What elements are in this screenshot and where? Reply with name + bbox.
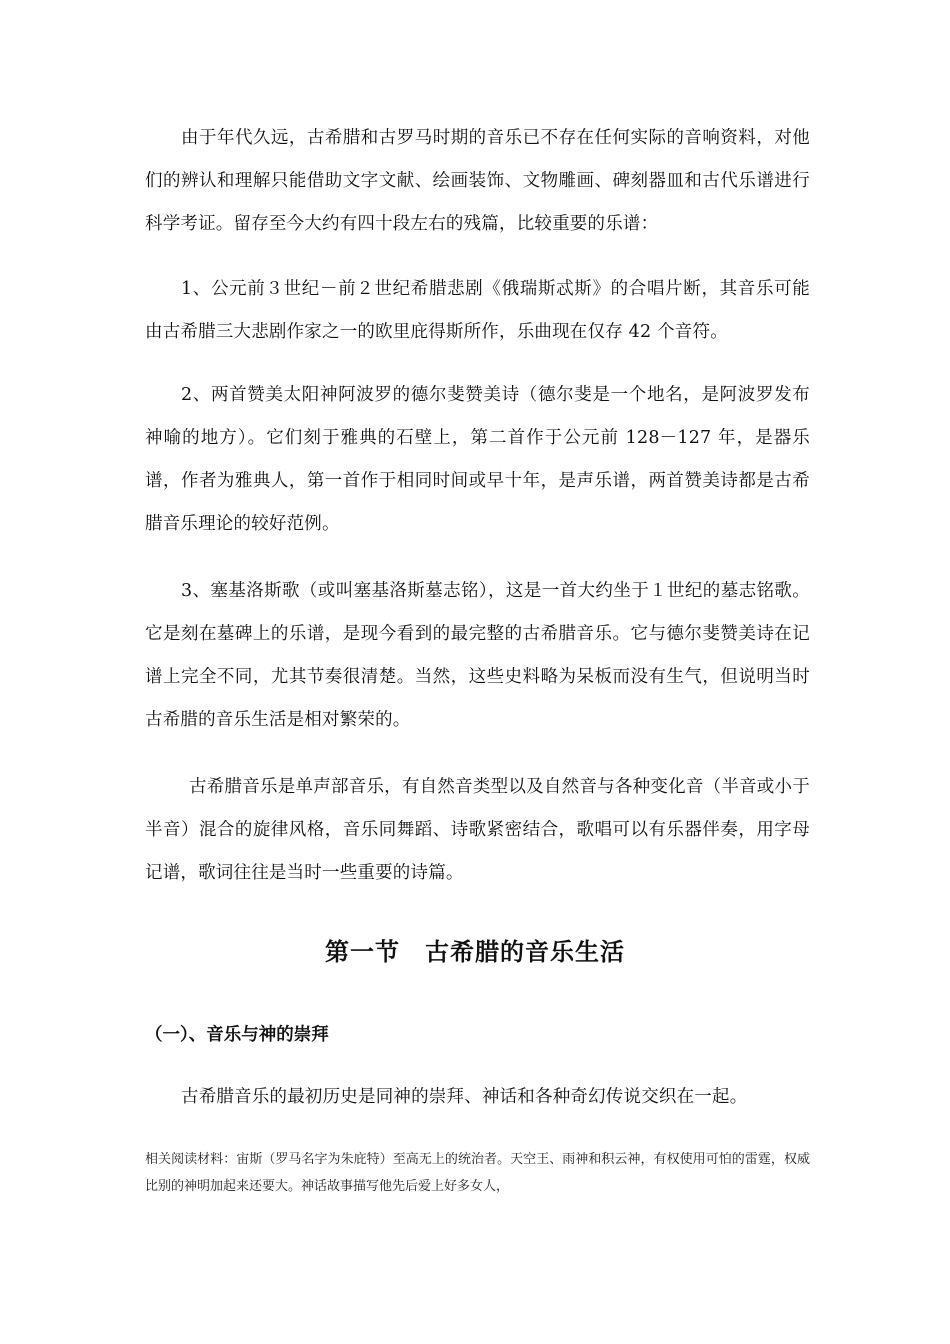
intro-paragraph: 古希腊音乐的最初历史是同神的崇拜、神话和各种奇幻传说交织在一起。 (181, 1087, 748, 1107)
body-paragraph-3: 2、两首赞美太阳神阿波罗的德尔斐赞美诗（德尔斐是一个地名，是阿波罗发布神喻的地方）。它们刻于雅典的石壁上，第二首作于公元前 128－127 年，是器乐谱，作者为雅典人，第一首作于相同时间或早十年，是声乐谱，两首赞美诗都是古希腊音乐理论的较好范例。 (145, 385, 810, 534)
body-paragraph-5: 古希腊音乐是单声部音乐，有自然音类型以及自然音与各种变化音（半音或小于半音）混合的旋律风格，音乐同舞蹈、诗歌紧密结合，歌唱可以有乐器伴奏，用字母记谱，歌词往往是当时一些重要的诗篇。 (145, 777, 810, 883)
body-paragraph-2: 1、公元前３世纪－前２世纪希腊悲剧《俄瑞斯忒斯》的合唱片断，其音乐可能由古希腊三大悲剧作家之一的欧里庇得斯所作，乐曲现在仅存 42 个音符。 (145, 279, 810, 342)
body-paragraph-1: 由于年代久远，古希腊和古罗马时期的音乐已不存在任何实际的音响资料，对他们的辨认和理解只能借助文字文献、绘画装饰、文物雕画、碑刻器皿和古代乐谱进行科学考证。留存至今大约有四十段左右的残篇，比较重要的乐谱： (145, 128, 810, 234)
reading-material-note: 相关阅读材料：宙斯（罗马名字为朱庇特）至高无上的统治者。天空王、雨神和积云神，有权使用可怕的雷霆，权威比别的神明加起来还要大。神话故事描写他先后爱上好多女人， (145, 1152, 810, 1194)
section-title: 第一节 古希腊的音乐生活 (325, 938, 625, 966)
body-paragraph-4: 3、塞基洛斯歌（或叫塞基洛斯墓志铭），这是一首大约坐于１世纪的墓志铭歌。它是刻在墓碑上的乐谱，是现今看到的最完整的古希腊音乐。它与德尔斐赞美诗在记谱上完全不同，尤其节奏很清楚。当然，这些史料略为呆板而没有生气，但说明当时古希腊的音乐生活是相对繁荣的。 (145, 581, 810, 730)
subsection-heading: （一）、音乐与神的崇拜 (145, 1025, 329, 1045)
